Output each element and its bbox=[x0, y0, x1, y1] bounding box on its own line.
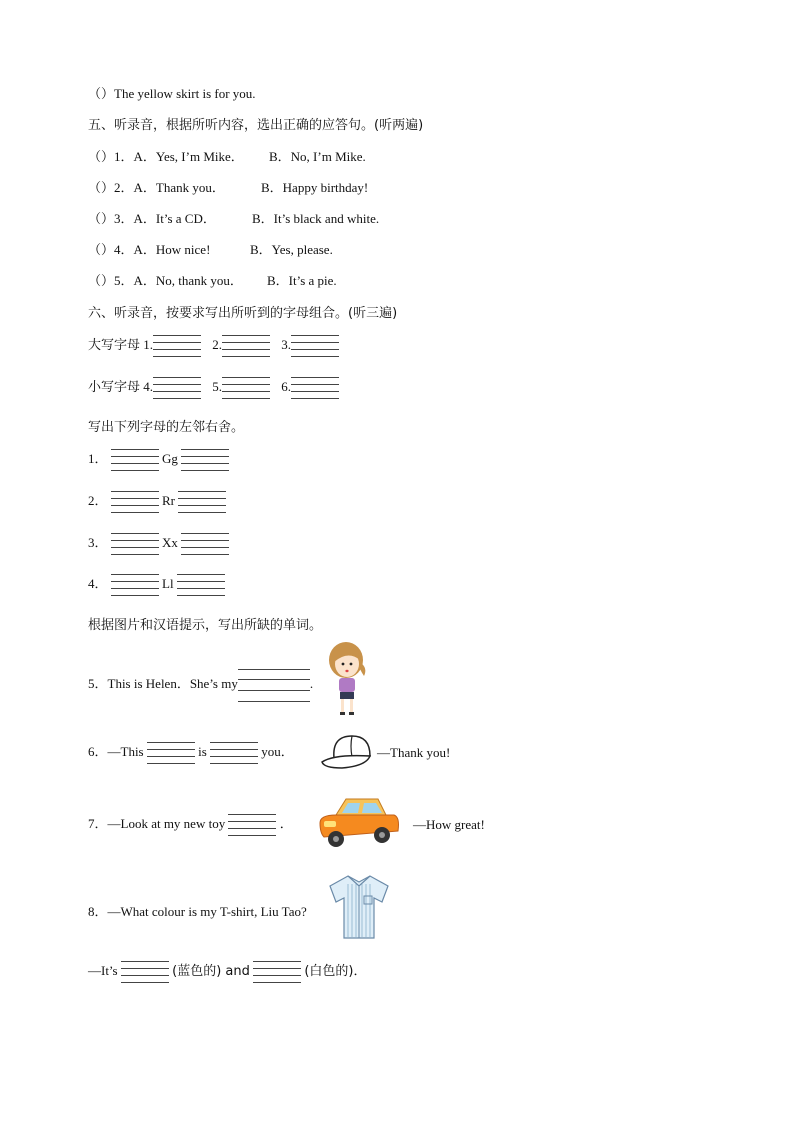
neighbor-item-4 bbox=[88, 571, 225, 599]
answer-blank[interactable] bbox=[222, 332, 270, 360]
lowercase-row bbox=[88, 374, 339, 402]
q6-c: you． bbox=[261, 743, 294, 759]
neighbor-letter: Rr bbox=[162, 492, 176, 508]
uppercase-row bbox=[88, 332, 339, 360]
answer-blank[interactable] bbox=[121, 958, 169, 986]
answer-blank[interactable] bbox=[181, 530, 229, 558]
neighbor-letter: Xx bbox=[162, 534, 178, 550]
answer-blank[interactable] bbox=[111, 446, 159, 474]
word-q5 bbox=[88, 666, 313, 704]
word-q6 bbox=[88, 739, 294, 767]
s5-item-2-a: （）2．A．Thank you． bbox=[88, 180, 225, 195]
neighbor-item-2 bbox=[88, 488, 226, 516]
neighbors-title: 写出下列字母的左邻右舍。 bbox=[88, 420, 245, 435]
answer-blank[interactable] bbox=[228, 811, 276, 839]
girl-helen-picture bbox=[326, 638, 370, 718]
neighbor-letter: Ll bbox=[162, 575, 174, 591]
lowercase-label: 小写字母 bbox=[88, 379, 141, 395]
word-q7 bbox=[88, 811, 293, 839]
word-q8-answer bbox=[88, 958, 367, 986]
answer-blank[interactable] bbox=[153, 374, 201, 402]
uppercase-label: 大写字母 bbox=[88, 337, 141, 353]
neighbor-item-3 bbox=[88, 530, 229, 558]
q7-b: ． bbox=[279, 815, 293, 831]
section5-title: 五、听录音，根据所听内容，选出正确的应答句。(听两遍) bbox=[88, 118, 424, 133]
s5-item-3 bbox=[88, 208, 380, 227]
q7-reply: —How great! bbox=[413, 817, 485, 832]
s5-item-2-b: B．Happy birthday! bbox=[261, 180, 369, 195]
s5-item-4 bbox=[88, 239, 333, 258]
answer-blank[interactable] bbox=[153, 332, 201, 360]
q6-b: is bbox=[198, 743, 207, 759]
num-2: 2. bbox=[212, 336, 223, 352]
answer-blank[interactable] bbox=[111, 488, 159, 516]
answer-blank[interactable] bbox=[111, 530, 159, 558]
num-3: 3. bbox=[281, 336, 292, 352]
answer-blank[interactable] bbox=[178, 488, 226, 516]
s5-item-4-a: （）4．A．How nice! bbox=[88, 242, 211, 257]
answer-blank[interactable] bbox=[291, 332, 339, 360]
q6-a: 6．—This bbox=[88, 743, 144, 759]
prev-question: （）The yellow skirt is for you. bbox=[88, 86, 256, 101]
q8-white: (白色的)． bbox=[304, 963, 367, 979]
neighbor-num: 3． bbox=[88, 534, 108, 550]
neighbor-num: 2． bbox=[88, 492, 108, 508]
neighbor-num: 1． bbox=[88, 450, 108, 466]
s5-item-5-b: B．It’s a pie. bbox=[267, 273, 337, 288]
q5-end: . bbox=[309, 675, 314, 691]
q6-reply: —Thank you! bbox=[377, 745, 451, 760]
answer-blank[interactable] bbox=[181, 446, 229, 474]
s5-item-2 bbox=[88, 177, 369, 196]
num-1: 1. bbox=[143, 336, 154, 352]
neighbor-letter: Gg bbox=[162, 450, 178, 466]
answer-blank[interactable] bbox=[111, 571, 159, 599]
neighbor-num: 4． bbox=[88, 575, 108, 591]
q5-text: 5．This is Helen．She’s my bbox=[88, 675, 238, 691]
s5-item-5-a: （）5．A．No, thank you． bbox=[88, 273, 243, 288]
s5-item-1 bbox=[88, 146, 366, 165]
num-6: 6. bbox=[281, 378, 292, 394]
num-5: 5. bbox=[212, 378, 223, 394]
section6-title: 六、听录音，按要求写出所听到的字母组合。(听三遍) bbox=[88, 306, 398, 321]
answer-blank[interactable] bbox=[238, 666, 310, 704]
answer-blank[interactable] bbox=[222, 374, 270, 402]
tshirt-picture bbox=[326, 872, 392, 942]
answer-blank[interactable] bbox=[210, 739, 258, 767]
q8-blue: (蓝色的) and bbox=[172, 963, 250, 979]
s5-item-4-b: B．Yes, please. bbox=[250, 242, 333, 257]
s5-item-3-a: （）3．A．It’s a CD． bbox=[88, 211, 216, 226]
s5-item-1-b: B．No, I’m Mike. bbox=[269, 149, 366, 164]
cap-picture bbox=[320, 732, 376, 772]
neighbor-item-1 bbox=[88, 446, 229, 474]
q7-a: 7．—Look at my new toy bbox=[88, 815, 226, 831]
words-title: 根据图片和汉语提示，写出所缺的单词。 bbox=[88, 618, 323, 633]
s5-item-5 bbox=[88, 270, 337, 289]
s5-item-1-a: （）1．A．Yes, I’m Mike． bbox=[88, 149, 244, 164]
s5-item-3-b: B．It’s black and white. bbox=[252, 211, 380, 226]
num-4: 4. bbox=[143, 378, 154, 394]
answer-blank[interactable] bbox=[177, 571, 225, 599]
answer-blank[interactable] bbox=[253, 958, 301, 986]
answer-blank[interactable] bbox=[291, 374, 339, 402]
word-q8: 8．—What colour is my T-shirt, Liu Tao? bbox=[88, 904, 307, 919]
q8-b: —It’s bbox=[88, 962, 118, 978]
answer-blank[interactable] bbox=[147, 739, 195, 767]
toy-car-picture bbox=[316, 793, 402, 853]
